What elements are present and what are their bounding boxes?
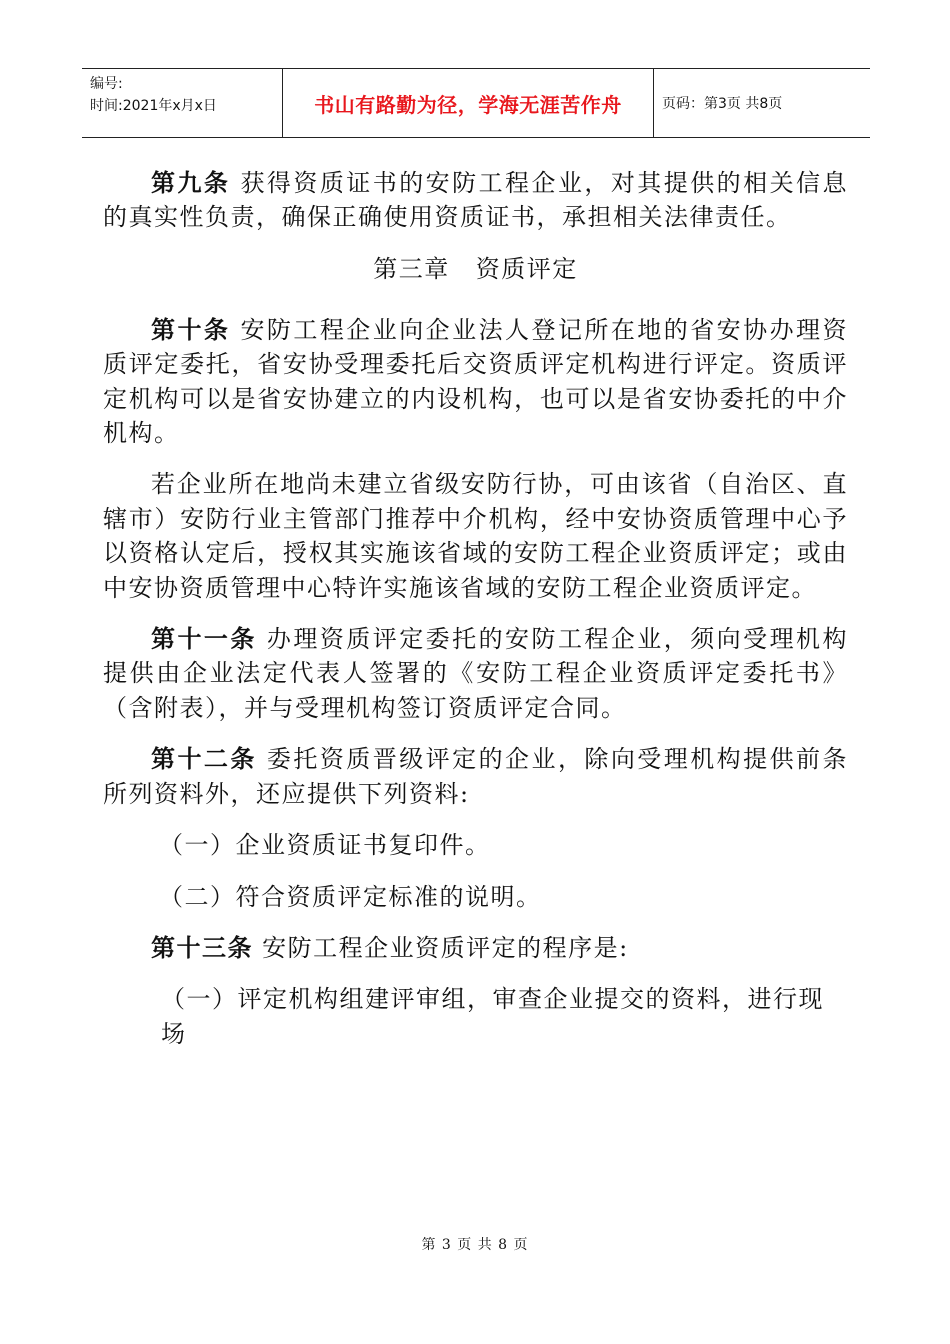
article-11-title: 第十一条 — [151, 625, 257, 654]
page-footer: 第 3 页 共 8 页 — [421, 1237, 529, 1253]
article-12-item-1: （一）企业资质证书复印件。 — [159, 831, 491, 860]
page-header — [82, 68, 870, 138]
article-11 — [103, 622, 848, 725]
document-body — [103, 166, 848, 1068]
article-12-title: 第十二条 — [151, 745, 257, 774]
article-12-text: 委托资质晋级评定的企业，除向受理机构提供前条所列资料外，还应提供下列资料: — [103, 745, 848, 808]
article-13-text: 安防工程企业资质评定的程序是: — [262, 933, 629, 962]
article-13 — [103, 931, 848, 965]
header-meta — [82, 69, 282, 137]
document-number-label: 编号: — [90, 76, 123, 92]
article-10-text: 安防工程企业向企业法人登记所在地的省安协办理资质评定委托，省安协受理委托后交资质评定机构进行评定。资质评定机构可以是省安协建立的内设机构，也可以是省安协委托的中介机构。 — [103, 315, 849, 448]
chapter-number: 第三章 — [373, 254, 450, 283]
article-9-text: 获得资质证书的安防工程企业，对其提供的相关信息的真实性负责，确保正确使用资质证书，承担相关法律责任。 — [103, 169, 849, 232]
header-page-info: 页码：第3页 共8页 — [662, 96, 783, 112]
article-10-paragraph-2: 若企业所在地尚未建立省级安防行协，可由该省（自治区、直辖市）安防行业主管部门推荐中介机构，经中安协资质管理中心予以资格认定后，授权其实施该省域的安防工程企业资质评定；或由中安协资质管理中心特许实施该省域的安防工程企业资质评定。 — [103, 470, 848, 602]
article-12 — [103, 742, 848, 811]
document-date-label: 时间:2021年x月x日 — [90, 98, 217, 114]
chapter-heading — [103, 252, 848, 286]
article-9-title: 第九条 — [151, 169, 231, 197]
article-11-text: 办理资质评定委托的安防工程企业，须向受理机构提供由企业法定代表人签署的《安防工程企业资质评定委托书》（含附表），并与受理机构签订资质评定合同。 — [103, 625, 848, 722]
header-motto: 书山有路勤为径，学海无涯苦作舟 — [282, 69, 654, 137]
article-13-title: 第十三条 — [151, 933, 253, 962]
article-13-item-1: （一）评定机构组建评审组，审查企业提交的资料，进行现场 — [161, 985, 824, 1048]
article-10 — [103, 313, 848, 451]
article-12-item-2: （二）符合资质评定标准的说明。 — [159, 882, 542, 911]
chapter-title: 资质评定 — [475, 254, 578, 283]
article-9 — [103, 166, 848, 235]
article-10-title: 第十条 — [151, 315, 231, 344]
